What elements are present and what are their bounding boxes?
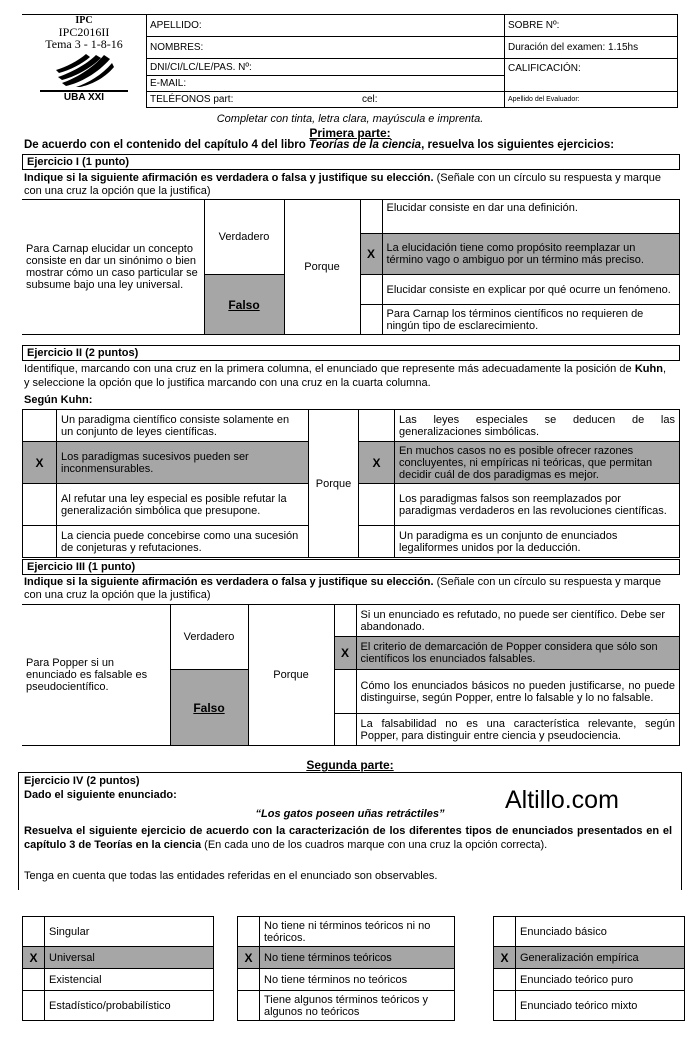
ex2-right-3: Los paradigmas falsos son reemplazados por paradigmas verdaderos en las revoluciones científicas. <box>395 484 680 526</box>
ex3-false-option[interactable] <box>170 670 248 746</box>
student-info-table <box>146 14 678 108</box>
calificacion-field[interactable] <box>505 59 678 92</box>
uba-logo-icon <box>54 53 114 87</box>
kind-mark-2[interactable]: X <box>494 947 516 969</box>
ex3-option-2: El criterio de demarcación de Popper considera que sólo son científicos los enunciados falsables. <box>356 637 680 670</box>
ex2-left-mark-2[interactable]: X <box>23 442 57 484</box>
ex2-table <box>22 409 680 558</box>
course-code: IPC2016II <box>58 25 110 39</box>
ex3-mark-3[interactable] <box>334 670 356 714</box>
part1-intro <box>24 139 684 151</box>
ex1-false-label: Falso <box>228 297 260 312</box>
ex2-left-3: Al refutar una ley especial es posible refutar la generalización simbólica que presupone. <box>57 484 309 526</box>
ex3-statement: Para Popper si un enunciado es falsable es pseudocientífico. <box>22 605 170 746</box>
ex2-right-mark-4[interactable] <box>359 526 395 558</box>
dni-field[interactable]: DNI/CI/LC/LE/PAS. Nº: <box>147 59 505 76</box>
terms-option-2: No tiene términos teóricos <box>260 947 455 969</box>
ex1-option-4: Para Carnap los términos científicos no requieren de ningún tipo de esclarecimiento. <box>382 305 680 335</box>
part1-intro-a: De acuerdo con el contenido del capítulo 4 del libro <box>24 139 309 151</box>
ex1-instr-normal: (Señale con un círculo su respuesta y marque con una cruz la opción que la justifica) <box>24 172 662 197</box>
exam-duration: Duración del examen: 1.15hs <box>505 37 678 59</box>
evaluador-field[interactable] <box>505 92 678 108</box>
part2-title: Segunda parte: <box>306 758 394 772</box>
ex1-option-2: La elucidación tiene como propósito reemplazar un término vago o ambiguo por un término más preciso. <box>382 234 680 275</box>
ex4-table-type <box>22 916 214 1021</box>
ex2-left-mark-4[interactable] <box>23 526 57 558</box>
calificacion-label: CALIFICACIÓN: <box>508 63 581 74</box>
ex1-statement: Para Carnap elucidar un concepto consiste en dar un sinónimo o bien mostrar cómo un caso particular se subsume bajo una ley universal. <box>22 200 204 335</box>
ex2-because: Porque <box>309 410 359 558</box>
ex1-mark-3[interactable] <box>360 275 382 305</box>
kind-mark-4[interactable] <box>494 991 516 1021</box>
ex2-instr-name: Kuhn <box>634 363 663 375</box>
email-field[interactable]: E-MAIL: <box>147 76 505 92</box>
terms-option-4: Tiene algunos términos teóricos y algunos no teóricos <box>260 991 455 1021</box>
ex1-mark-1[interactable] <box>360 200 382 234</box>
ex4-note: Tenga en cuenta que todas las entidades referidas en el enunciado son observables. <box>24 870 438 882</box>
kind-mark-1[interactable] <box>494 917 516 947</box>
terms-option-3: No tiene términos no teóricos <box>260 969 455 991</box>
ex1-title: Ejercicio I (1 punto) <box>22 154 680 170</box>
ex1-false-option[interactable] <box>204 275 284 335</box>
type-option-4: Estadístico/probabilístico <box>45 991 214 1021</box>
ex2-instr-b: , y seleccione la opción que lo justifica marcando con una cruz en la cuarta columna. <box>24 363 666 389</box>
terms-mark-2[interactable]: X <box>238 947 260 969</box>
ex2-instructions <box>24 362 666 390</box>
ex3-title: Ejercicio III (1 punto) <box>22 559 680 575</box>
ex2-left-mark-3[interactable] <box>23 484 57 526</box>
ex3-mark-1[interactable] <box>334 605 356 637</box>
ex1-true-option[interactable]: Verdadero <box>204 200 284 275</box>
ex4-table-kind <box>493 916 685 1021</box>
ex3-instr-bold: Indique si la siguiente afirmación es verdadera o falsa y justifique su elección. <box>24 576 434 588</box>
ex2-right-mark-1[interactable] <box>359 410 395 442</box>
cel-label: cel: <box>362 94 378 105</box>
ex2-left-mark-1[interactable] <box>23 410 57 442</box>
telefonos-label: TELÉFONOS part: <box>150 94 234 105</box>
header-id-cell <box>22 14 146 110</box>
ex1-because: Porque <box>284 200 360 335</box>
ex2-instr-a: Identifique, marcando con una cruz en la primera columna, el enunciado que represente más adecuadamente la posición de <box>24 363 635 375</box>
institution: IPC <box>75 15 93 26</box>
terms-mark-3[interactable] <box>238 969 260 991</box>
terms-option-1: No tiene ni términos teóricos ni no teóricos. <box>260 917 455 947</box>
ex1-mark-4[interactable] <box>360 305 382 335</box>
ex3-mark-4[interactable] <box>334 714 356 746</box>
ex1-option-1: Elucidar consiste en dar una definición. <box>382 200 680 234</box>
ex2-segun: Según Kuhn: <box>24 394 93 406</box>
kind-mark-3[interactable] <box>494 969 516 991</box>
kind-option-4: Enunciado teórico mixto <box>516 991 685 1021</box>
ex4-instructions <box>24 824 672 852</box>
ex2-right-4: Un paradigma es un conjunto de enunciados legaliformes unidos por la deducción. <box>395 526 680 558</box>
part1-book: Teorías de la ciencia <box>309 139 422 151</box>
terms-mark-4[interactable] <box>238 991 260 1021</box>
type-mark-1[interactable] <box>23 917 45 947</box>
ex1-instr-bold: Indique si la siguiente afirmación es verdadera o falsa y justifique su elección. <box>24 172 434 184</box>
ex3-instr-normal: (Señale con un círculo su respuesta y marque con una cruz la opción que la justifica) <box>24 576 662 601</box>
ex3-true-option[interactable]: Verdadero <box>170 605 248 670</box>
ex3-false-label: Falso <box>193 700 225 715</box>
ex4-instr-bold: Resuelva el siguiente ejercicio de acuerdo con la caracterización de los diferentes tipos de enunciados presentados en el capítulo 3 de Teorías en la ciencia <box>24 825 672 851</box>
uba-logo-text: UBA XXI <box>40 90 128 104</box>
apellido-field[interactable]: APELLIDO: <box>147 15 505 37</box>
instructions: Completar con tinta, letra clara, mayúscula e imprenta. <box>216 113 484 125</box>
ex2-left-2: Los paradigmas sucesivos pueden ser inconmensurables. <box>57 442 309 484</box>
kind-option-3: Enunciado teórico puro <box>516 969 685 991</box>
type-mark-4[interactable] <box>23 991 45 1021</box>
ex2-right-2: En muchos casos no es posible ofrecer razones concluyentes, ni empíricas ni teóricas, que permitan decidir cuál de dos paradigmas es mejor. <box>395 442 680 484</box>
ex1-option-3: Elucidar consiste en explicar por qué ocurre un fenómeno. <box>382 275 680 305</box>
telefonos-field[interactable] <box>147 92 505 108</box>
ex3-table <box>22 604 680 746</box>
ex3-option-1: Si un enunciado es refutado, no puede ser científico. Debe ser abandonado. <box>356 605 680 637</box>
kind-option-1: Enunciado básico <box>516 917 685 947</box>
sobre-field[interactable]: SOBRE Nº: <box>505 15 678 37</box>
ex1-mark-2[interactable]: X <box>360 234 382 275</box>
kind-option-2: Generalización empírica <box>516 947 685 969</box>
ex4-title: Ejercicio IV (2 puntos) <box>24 775 140 787</box>
ex2-left-4: La ciencia puede concebirse como una sucesión de conjeturas y refutaciones. <box>57 526 309 558</box>
ex3-option-3: Cómo los enunciados básicos no pueden justificarse, no puede distinguirse, según Popper, entre lo falsable y lo no falsable. <box>356 670 680 714</box>
ex2-left-1: Un paradigma científico consiste solamente en un conjunto de leyes científicas. <box>57 410 309 442</box>
altillo-watermark: Altillo.com <box>505 786 619 814</box>
ex1-instructions <box>24 172 680 198</box>
header-block <box>22 14 678 110</box>
type-mark-2[interactable]: X <box>23 947 45 969</box>
type-mark-3[interactable] <box>23 969 45 991</box>
ex4-quote: “Los gatos poseen uñas retráctiles” <box>255 808 445 820</box>
ex2-right-mark-2[interactable]: X <box>359 442 395 484</box>
ex1-table <box>22 199 680 335</box>
evaluador-label: Apellido del Evaluador: <box>508 96 580 103</box>
ex2-right-mark-3[interactable] <box>359 484 395 526</box>
part1-intro-b: , resuelva los siguientes ejercicios: <box>421 139 615 151</box>
type-option-1: Singular <box>45 917 214 947</box>
ex4-table-terms <box>237 916 455 1021</box>
nombres-field[interactable]: NOMBRES: <box>147 37 505 59</box>
type-option-2: Universal <box>45 947 214 969</box>
part1-title: Primera parte: <box>309 126 391 140</box>
exam-theme: Tema 3 - 1-8-16 <box>45 37 123 51</box>
ex3-instructions <box>24 576 680 602</box>
ex2-title: Ejercicio II (2 puntos) <box>22 345 680 361</box>
type-option-3: Existencial <box>45 969 214 991</box>
ex4-instr-normal: (En cada uno de los cuadros marque con una cruz la opción correcta). <box>201 839 548 851</box>
ex2-right-1: Las leyes especiales se deducen de las generalizaciones simbólicas. <box>395 410 680 442</box>
terms-mark-1[interactable] <box>238 917 260 947</box>
ex3-because: Porque <box>248 605 334 746</box>
ex3-mark-2[interactable]: X <box>334 637 356 670</box>
ex3-option-4: La falsabilidad no es una característica relevante, según Popper, para distinguir entre ciencia y pseudociencia. <box>356 714 680 746</box>
ex4-given: Dado el siguiente enunciado: <box>24 789 177 801</box>
